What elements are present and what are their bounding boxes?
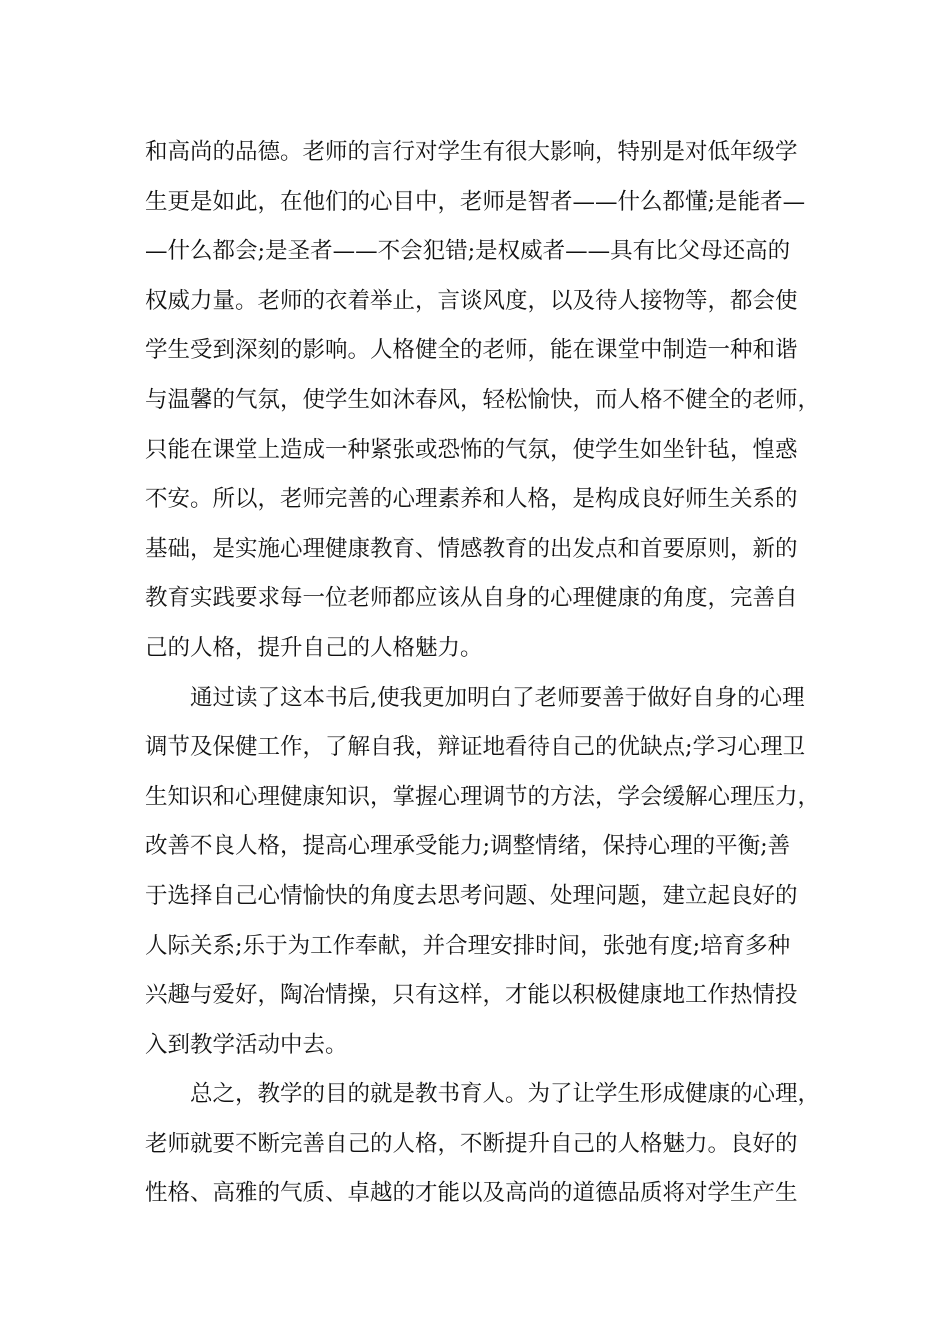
text-line: 生知识和心理健康知识，掌握心理调节的方法，学会缓解心理压力， (145, 783, 821, 810)
text-line: 只能在课堂上造成一种紧张或恐怖的气氛，使学生如坐针毡，惶惑 (145, 436, 798, 463)
text-line: 教育实践要求每一位老师都应该从自身的心理健康的角度，完善自 (145, 585, 798, 612)
text-line: 不安。所以，老师完善的心理素养和人格，是构成良好师生关系的 (145, 486, 798, 513)
text-line: 生更是如此，在他们的心目中，老师是智者——什么都懂;是能者— (145, 188, 806, 215)
paragraph-first-line: 总之，教学的目的就是教书育人。为了让学生形成健康的心理， (190, 1081, 821, 1108)
text-line: 调节及保健工作，了解自我，辩证地看待自己的优缺点;学习心理卫 (145, 734, 806, 761)
text-line: 学生受到深刻的影响。人格健全的老师，能在课堂中制造一种和谐 (145, 337, 798, 364)
text-line: 基础，是实施心理健康教育、情感教育的出发点和首要原则，新的 (145, 535, 798, 562)
text-line: 入到教学活动中去。 (145, 1031, 348, 1058)
text-line: 性格、高雅的气质、卓越的才能以及高尚的道德品质将对学生产生 (145, 1180, 798, 1207)
body-text (145, 128, 825, 1219)
text-line: 权威力量。老师的衣着举止，言谈风度，以及待人接物等，都会使 (145, 287, 798, 314)
text-line: 老师就要不断完善自己的人格，不断提升自己的人格魅力。良好的 (145, 1130, 798, 1157)
text-line: 人际关系;乐于为工作奉献，并合理安排时间，张弛有度;培育多种 (145, 932, 791, 959)
text-line: —什么都会;是圣者——不会犯错;是权威者——具有比父母还高的 (145, 238, 791, 265)
text-line: 于选择自己心情愉快的角度去思考问题、处理问题，建立起良好的 (145, 882, 798, 909)
text-line: 改善不良人格，提高心理承受能力;调整情绪，保持心理的平衡;善 (145, 833, 791, 860)
text-line: 和高尚的品德。老师的言行对学生有很大影响，特别是对低年级学 (145, 139, 798, 165)
text-line: 己的人格，提升自己的人格魅力。 (145, 634, 483, 661)
paragraph-first-line: 通过读了这本书后,使我更加明白了老师要善于做好自身的心理 (190, 684, 805, 711)
text-line: 与温馨的气氛，使学生如沐春风，轻松愉快，而人格不健全的老师， (145, 386, 821, 413)
text-line: 兴趣与爱好，陶冶情操，只有这样，才能以积极健康地工作热情投 (145, 982, 798, 1009)
